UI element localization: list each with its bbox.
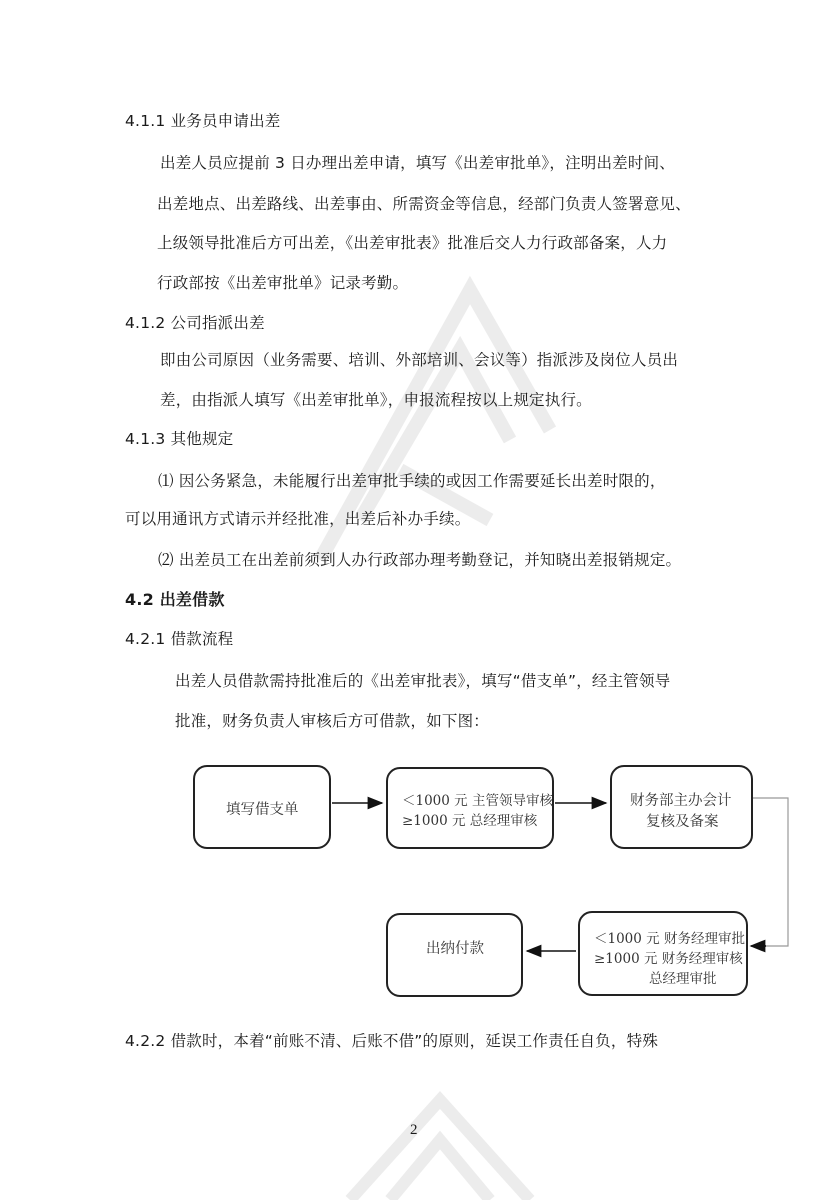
- flow-box-label: 财务部主办会计: [630, 793, 732, 809]
- list-item-1: ⑴ 因公务紧急，未能履行出差审批手续的或因工作需要延长出差时限的，: [158, 472, 666, 490]
- section-heading-4-1-2: 4.1.2 公司指派出差: [125, 314, 265, 332]
- flow-box-label: 出纳付款: [426, 941, 484, 957]
- section-heading-4-1-1: 4.1.1 业务员申请出差: [125, 112, 281, 130]
- list-item-1-continuation: 可以用通讯方式请示并经批准，出差后补办手续。: [125, 510, 471, 528]
- flow-box-finance-manager-approval: [578, 911, 748, 996]
- flow-box-accountant-review: [610, 765, 753, 849]
- section-4-2-2-line: 4.2.2 借款时，本着“前账不清、后账不借”的原则，延误工作责任自负，特殊: [125, 1032, 659, 1050]
- flow-box-fill-loan-form: [193, 765, 331, 849]
- page-number: 2: [410, 1122, 418, 1138]
- flow-box-label: 总经理审批: [649, 971, 717, 987]
- section-heading-4-2: 4.2 出差借款: [125, 590, 225, 609]
- list-item-2: ⑵ 出差员工在出差前须到人办行政部办理考勤登记，并知晓出差报销规定。: [158, 551, 682, 569]
- flow-box-label: ≥1000 元 总经理审核: [402, 813, 538, 829]
- paragraph-line: 出差人员借款需持批准后的《出差审批表》，填写“借支单”，经主管领导: [175, 672, 671, 690]
- section-heading-4-2-1: 4.2.1 借款流程: [125, 630, 234, 648]
- section-heading-4-1-3: 4.1.3 其他规定: [125, 430, 234, 448]
- paragraph-line: 出差人员应提前 3 日办理出差申请，填写《出差审批单》，注明出差时间、: [160, 154, 675, 172]
- paragraph-line: 差，由指派人填写《出差审批单》，申报流程按以上规定执行。: [160, 391, 592, 409]
- flow-box-supervisor-approval: [386, 767, 554, 849]
- paragraph-line: 批准，财务负责人审核后方可借款，如下图：: [175, 712, 490, 730]
- flow-box-label: ＜1000 元 主管领导审核: [402, 793, 553, 809]
- flow-box-label: 填写借支单: [226, 802, 299, 818]
- paragraph-line: 出差地点、出差路线、出差事由、所需资金等信息，经部门负责人签署意见、: [157, 195, 691, 213]
- flow-box-label: ＜1000 元 财务经理审批: [594, 931, 745, 947]
- paragraph-line: 即由公司原因（业务需要、培训、外部培训、会议等）指派涉及岗位人员出: [160, 351, 679, 369]
- paragraph-line: 上级领导批准后方可出差，《出差审批表》批准后交人力行政部备案，人力: [157, 234, 668, 252]
- paragraph-line: 行政部按《出差审批单》记录考勤。: [157, 274, 409, 292]
- flow-box-label: 复核及备案: [646, 814, 719, 830]
- flow-box-cashier-payment: [386, 913, 523, 997]
- flow-box-label: ≥1000 元 财务经理审核: [594, 951, 743, 967]
